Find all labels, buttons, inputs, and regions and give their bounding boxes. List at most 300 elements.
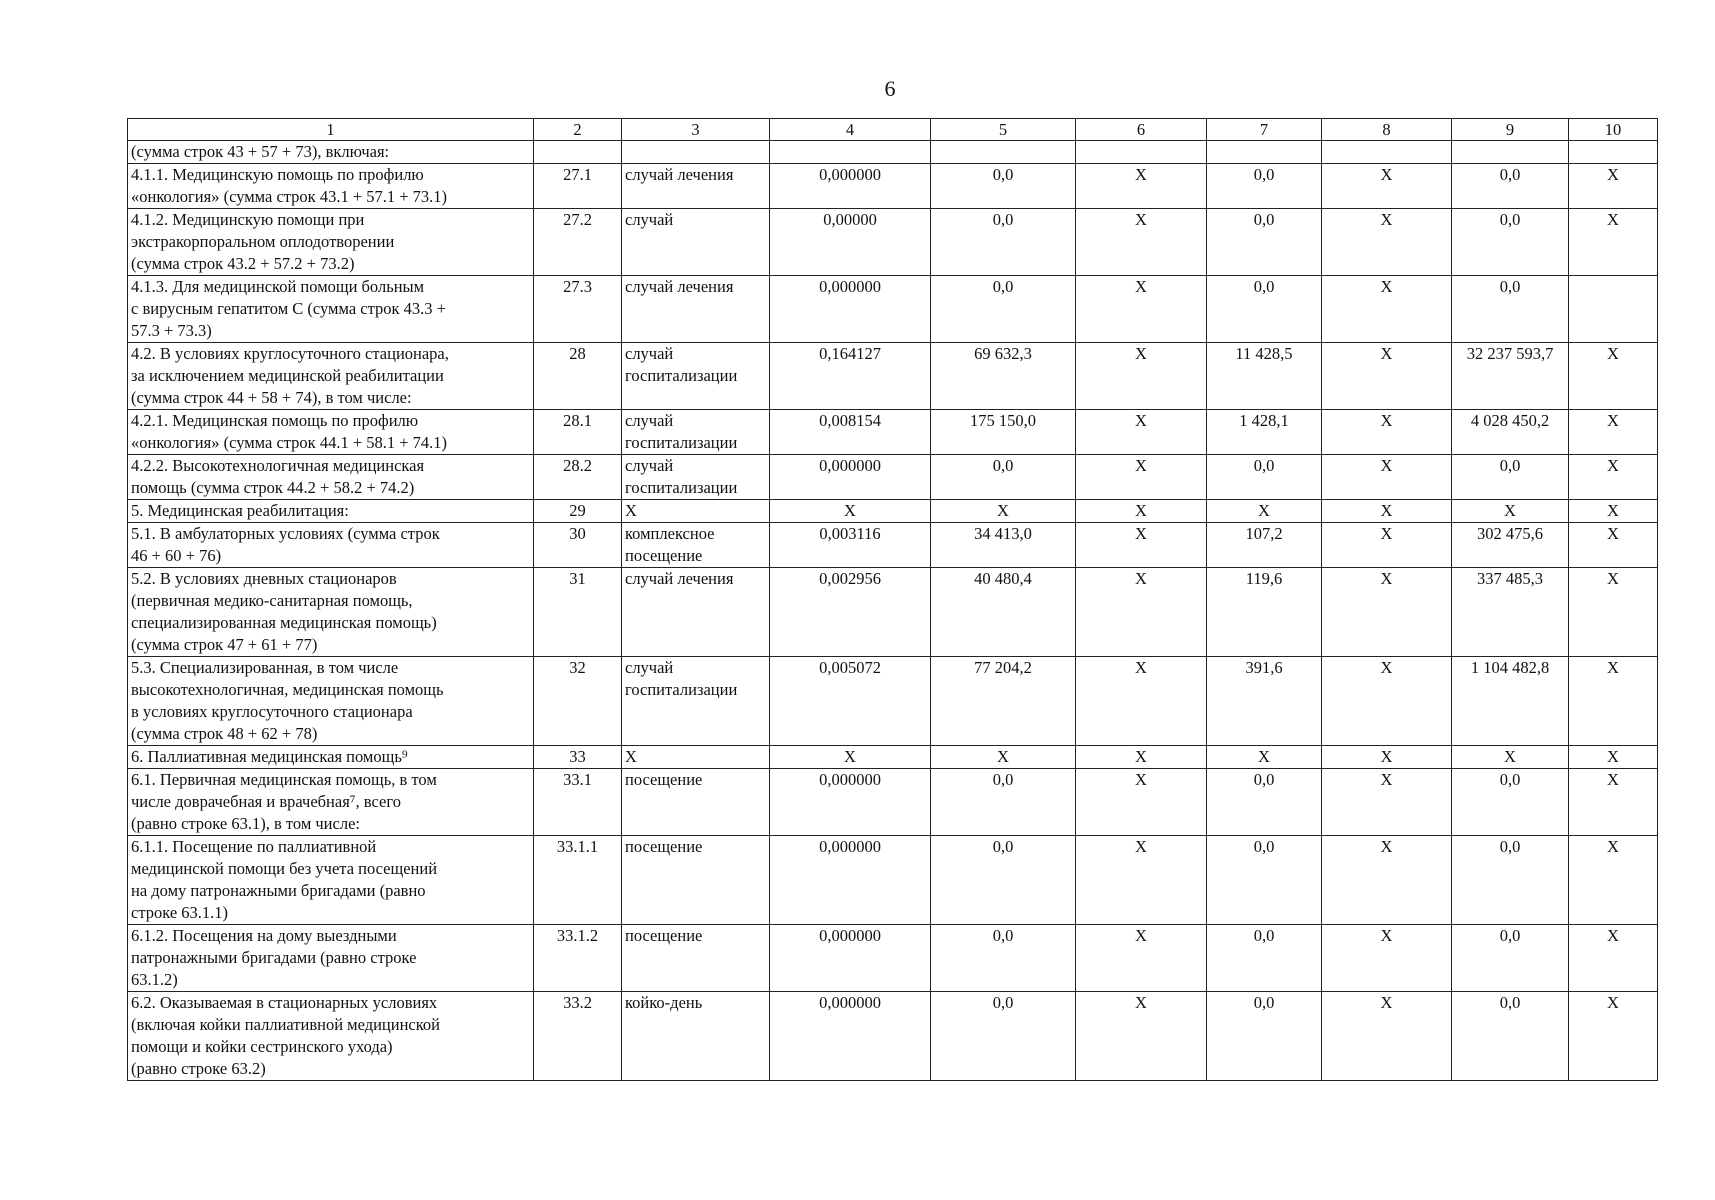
table-row (128, 746, 1658, 769)
table-cell (128, 992, 534, 1081)
table-cell (770, 410, 931, 455)
table-cell (931, 276, 1076, 343)
table-cell (770, 836, 931, 925)
cell-text: 33 (569, 747, 586, 766)
table-cell (622, 500, 770, 523)
table-cell (1207, 410, 1322, 455)
cell-text: X (1380, 501, 1393, 520)
cell-text: 0,00000 (823, 210, 877, 229)
cell-text: X (1380, 277, 1393, 296)
table-cell (534, 657, 622, 746)
table-cell (622, 276, 770, 343)
table-cell (1452, 769, 1569, 836)
table-row (128, 992, 1658, 1081)
table-body (128, 119, 1658, 1081)
cell-text: X (1607, 411, 1619, 430)
table-cell (931, 455, 1076, 500)
table-row (128, 410, 1658, 455)
table-cell (128, 500, 534, 523)
cell-text: 0,000000 (819, 277, 881, 296)
table-cell (1076, 657, 1207, 746)
table-cell (1076, 455, 1207, 500)
table-cell (1322, 209, 1452, 276)
table-cell (770, 523, 931, 568)
cell-text: 0,0 (992, 456, 1014, 475)
cell-text: 0,0 (1499, 210, 1521, 229)
cell-text: 0,000000 (819, 165, 881, 184)
cell-text: X (625, 501, 637, 520)
table-cell (770, 455, 931, 500)
cell-text: X (1607, 165, 1619, 184)
cell-text: койко-день (625, 993, 703, 1012)
cell-text: 27.1 (563, 165, 592, 184)
table-cell (1569, 746, 1658, 769)
cell-text: X (1607, 456, 1619, 475)
table-cell (534, 769, 622, 836)
cell-text: 0,0 (1499, 770, 1521, 789)
table-cell (1207, 992, 1322, 1081)
cell-text: 0,0 (1499, 837, 1521, 856)
table-cell (534, 500, 622, 523)
cell-text: 0,003116 (819, 524, 881, 543)
table-cell (622, 836, 770, 925)
cell-text: 0,0 (1253, 993, 1275, 1012)
cell-text: 40 480,4 (974, 569, 1032, 588)
cell-text: случай лечения (625, 277, 734, 296)
table-cell (770, 209, 931, 276)
cell-text: 29 (569, 501, 586, 520)
table-cell (770, 746, 931, 769)
cell-text: 0,0 (992, 926, 1014, 945)
table-cell (1207, 746, 1322, 769)
cell-text: 0,0 (1253, 165, 1275, 184)
table-cell (534, 141, 622, 164)
cell-text: случай госпитализации (625, 658, 738, 699)
cell-text: X (1504, 747, 1516, 766)
table-row (128, 343, 1658, 410)
table-cell (1452, 568, 1569, 657)
cell-text: X (1380, 524, 1393, 543)
table-cell (1207, 523, 1322, 568)
cell-text: 6.1.1. Посещение по паллиативной медицинской помощи без учета посещений на дому патронажными бригадами (равно строке 63.1.1) (131, 837, 438, 922)
cell-text: 27.3 (563, 277, 592, 296)
cell-text: X (1380, 165, 1393, 184)
cell-text: 4.2. В условиях круглосуточного стационара, за исключением медицинской реабилитации (сумма строк 44 + 58 + 74), в том числе: (131, 344, 449, 407)
table-cell (931, 746, 1076, 769)
table-cell (770, 925, 931, 992)
cell-text: X (1607, 524, 1619, 543)
table-cell (1322, 455, 1452, 500)
cell-text: 33.1.1 (556, 837, 599, 856)
cell-text: X (1135, 501, 1147, 520)
cell-text: 28.2 (563, 456, 592, 475)
table-cell (128, 410, 534, 455)
table-cell (1322, 746, 1452, 769)
table-cell (1569, 164, 1658, 209)
cell-text: 5.2. В условиях дневных стационаров (первичная медико-санитарная помощь, специализированная медицинская помощь) (сумма строк 47 + 61 + 77) (131, 569, 437, 654)
cell-text: X (1380, 456, 1393, 475)
cell-text: 175 150,0 (970, 411, 1036, 430)
table-cell (1452, 500, 1569, 523)
cell-text: X (1135, 837, 1147, 856)
cell-text: 6.1. Первичная медицинская помощь, в том числе доврачебная и врачебная⁷, всего (равно строке 63.1), в том числе: (131, 770, 437, 833)
cell-text: 30 (569, 524, 586, 543)
cell-text: 6.2. Оказываемая в стационарных условиях (включая койки паллиативной медицинской помощи и койки сестринского ухода) (равно строке 63.2) (131, 993, 441, 1078)
table-cell (128, 925, 534, 992)
table-cell (534, 523, 622, 568)
table-row (128, 769, 1658, 836)
table-cell (1207, 657, 1322, 746)
table-cell (1452, 657, 1569, 746)
table-cell (622, 164, 770, 209)
cell-text: X (1258, 747, 1270, 766)
cell-text: X (1380, 344, 1393, 363)
cell-text: X (1135, 926, 1147, 945)
header-cell: 7 (1207, 119, 1322, 141)
cell-text: 4.2.1. Медицинская помощь по профилю «онкология» (сумма строк 44.1 + 58.1 + 74.1) (131, 411, 448, 452)
header-cell: 6 (1076, 119, 1207, 141)
table-cell (1207, 500, 1322, 523)
table-cell (1076, 141, 1207, 164)
table-cell (128, 836, 534, 925)
cell-text: 0,0 (1499, 993, 1521, 1012)
cell-text: 0,0 (992, 210, 1014, 229)
table-cell (1569, 657, 1658, 746)
cell-text: 77 204,2 (974, 658, 1032, 677)
header-cell: 9 (1452, 119, 1569, 141)
table-cell (622, 410, 770, 455)
cell-text: 4.2.2. Высокотехнологичная медицинская помощь (сумма строк 44.2 + 58.2 + 74.2) (131, 456, 425, 497)
cell-text: 0,000000 (819, 993, 881, 1012)
table-cell (1452, 164, 1569, 209)
table-cell (1207, 343, 1322, 410)
table-cell (534, 410, 622, 455)
cell-text: случай госпитализации (625, 411, 738, 452)
header-cell: 10 (1569, 119, 1658, 141)
table-cell (534, 836, 622, 925)
table-cell (931, 925, 1076, 992)
header-cell: 1 (128, 119, 534, 141)
table-cell (622, 343, 770, 410)
cell-text: 0,0 (1499, 277, 1521, 296)
cell-text: 0,000000 (819, 770, 881, 789)
table-cell (1076, 746, 1207, 769)
table-cell (1322, 992, 1452, 1081)
cell-text: X (1380, 210, 1393, 229)
table-cell (1207, 141, 1322, 164)
cell-text: X (1380, 926, 1393, 945)
table-row (128, 523, 1658, 568)
table-cell (931, 500, 1076, 523)
cell-text: X (1258, 501, 1270, 520)
cell-text: 4.1.2. Медицинскую помощи при экстракорпоральном оплодотворении (сумма строк 43.2 + 57.2 + 73.2) (131, 210, 395, 273)
page-number: 6 (884, 76, 896, 101)
cell-text: 1 104 482,8 (1470, 658, 1550, 677)
cell-text: 4.1.1. Медицинскую помощь по профилю «онкология» (сумма строк 43.1 + 57.1 + 73.1) (131, 165, 448, 206)
table-cell (931, 992, 1076, 1081)
table-cell (1076, 209, 1207, 276)
table-cell (770, 657, 931, 746)
table-cell (1569, 925, 1658, 992)
cell-text: 0,0 (992, 277, 1014, 296)
table-cell (534, 343, 622, 410)
cell-text: случай госпитализации (625, 456, 738, 497)
cell-text: X (1607, 770, 1619, 789)
table-cell (931, 769, 1076, 836)
cell-text: X (1135, 344, 1147, 363)
cell-text: 0,000000 (819, 456, 881, 475)
cell-text: 28 (569, 344, 586, 363)
cell-text: X (997, 747, 1009, 766)
cell-text: 11 428,5 (1235, 344, 1293, 363)
cell-text: X (1135, 524, 1147, 543)
table-cell (1207, 925, 1322, 992)
cell-text: случай госпитализации (625, 344, 738, 385)
table-cell (1076, 276, 1207, 343)
cell-text: 0,164127 (819, 344, 881, 363)
cell-text: X (1380, 658, 1393, 677)
table-cell (770, 164, 931, 209)
cell-text: 0,0 (1253, 926, 1275, 945)
cell-text: 0,0 (992, 770, 1014, 789)
table-cell (128, 164, 534, 209)
cell-text: 0,002956 (819, 569, 881, 588)
cell-text: X (844, 747, 856, 766)
table-cell (1452, 925, 1569, 992)
table-cell (1076, 500, 1207, 523)
table-row (128, 568, 1658, 657)
table-cell (622, 925, 770, 992)
cell-text: X (1380, 411, 1393, 430)
table-cell (622, 523, 770, 568)
table-cell (931, 141, 1076, 164)
cell-text: 34 413,0 (974, 524, 1032, 543)
table-cell (1569, 410, 1658, 455)
table-cell (534, 455, 622, 500)
cell-text: 119,6 (1245, 569, 1283, 588)
table-cell (534, 992, 622, 1081)
cell-text: случай лечения (625, 165, 734, 184)
cell-text: 0,0 (992, 165, 1014, 184)
cell-text: 27.2 (563, 210, 592, 229)
table-cell (1207, 276, 1322, 343)
cell-text: посещение (625, 926, 703, 945)
table-cell (1322, 657, 1452, 746)
table-cell (128, 568, 534, 657)
table-cell (1076, 925, 1207, 992)
cell-text: (сумма строк 43 + 57 + 73), включая: (131, 142, 390, 161)
cell-text: случай (625, 210, 674, 229)
table-cell (534, 276, 622, 343)
table-cell (622, 746, 770, 769)
table-cell (128, 209, 534, 276)
table-cell (128, 769, 534, 836)
cell-text: X (1607, 344, 1619, 363)
cell-text: X (1607, 747, 1619, 766)
table-cell (770, 141, 931, 164)
table-cell (1452, 276, 1569, 343)
header-cell: 3 (622, 119, 770, 141)
table-cell (931, 523, 1076, 568)
table-cell (1452, 992, 1569, 1081)
table-cell (1569, 568, 1658, 657)
header-row (128, 119, 1658, 141)
cell-text: комплексное посещение (625, 524, 715, 565)
table-cell (1569, 276, 1658, 343)
cell-text: 0,0 (1253, 837, 1275, 856)
table-cell (931, 410, 1076, 455)
table-cell (128, 657, 534, 746)
cell-text: X (1607, 993, 1619, 1012)
cell-text: 0,0 (1499, 165, 1521, 184)
cell-text: X (1135, 993, 1147, 1012)
cell-text: посещение (625, 770, 703, 789)
cell-text: X (625, 747, 637, 766)
table-cell (1076, 164, 1207, 209)
header-cell: 5 (931, 119, 1076, 141)
table-cell (622, 568, 770, 657)
table-cell (1569, 500, 1658, 523)
cell-text: X (1607, 658, 1619, 677)
cell-text: 0,0 (1499, 926, 1521, 945)
cell-text: 0,000000 (819, 837, 881, 856)
table-cell (1076, 343, 1207, 410)
cell-text: X (1607, 569, 1619, 588)
cell-text: X (1135, 277, 1147, 296)
cell-text: X (1380, 747, 1393, 766)
table-cell (931, 209, 1076, 276)
cell-text: 31 (569, 569, 586, 588)
table-cell (1452, 141, 1569, 164)
table-cell (1452, 455, 1569, 500)
cell-text: 33.1.2 (556, 926, 599, 945)
table-cell (1452, 209, 1569, 276)
cell-text: X (1380, 837, 1393, 856)
table-cell (128, 523, 534, 568)
cell-text: X (1135, 569, 1147, 588)
table-cell (1076, 836, 1207, 925)
table-cell (1076, 992, 1207, 1081)
table-cell (1452, 523, 1569, 568)
table-cell (1207, 455, 1322, 500)
table-cell (770, 500, 931, 523)
cell-text: 302 475,6 (1477, 524, 1543, 543)
table-cell (1569, 836, 1658, 925)
cell-text: X (1607, 837, 1619, 856)
table-cell (1452, 836, 1569, 925)
cell-text: X (1380, 770, 1393, 789)
table-cell (770, 276, 931, 343)
cell-text: X (1380, 569, 1393, 588)
table-cell (1322, 769, 1452, 836)
cell-text: X (1135, 165, 1147, 184)
table-cell (1322, 343, 1452, 410)
cell-text: 5.1. В амбулаторных условиях (сумма строк 46 + 60 + 76) (131, 524, 440, 565)
table-cell (622, 769, 770, 836)
table-cell (770, 343, 931, 410)
cell-text: 32 (569, 658, 586, 677)
cell-text: 0,005072 (819, 658, 881, 677)
table-cell (622, 141, 770, 164)
table-cell (128, 746, 534, 769)
table-cell (128, 455, 534, 500)
table-cell (1569, 141, 1658, 164)
table-cell (622, 992, 770, 1081)
cell-text: X (1607, 926, 1619, 945)
cell-text: 32 237 593,7 (1466, 344, 1554, 363)
cell-text: 337 485,3 (1477, 569, 1543, 588)
table-cell (622, 209, 770, 276)
table-row (128, 925, 1658, 992)
cell-text: X (1504, 501, 1516, 520)
table-cell (534, 209, 622, 276)
table-cell (931, 343, 1076, 410)
cell-text: 0,0 (1253, 277, 1275, 296)
table-cell (1452, 746, 1569, 769)
cell-text: 33.2 (563, 993, 592, 1012)
table-cell (622, 455, 770, 500)
table-row (128, 164, 1658, 209)
table-cell (1207, 209, 1322, 276)
table-cell (931, 657, 1076, 746)
table-row (128, 455, 1658, 500)
cell-text: 0,0 (992, 837, 1014, 856)
table-row (128, 276, 1658, 343)
table-cell (1076, 568, 1207, 657)
table-cell (1452, 343, 1569, 410)
cell-text: 0,0 (1253, 210, 1275, 229)
cell-text: X (1135, 770, 1147, 789)
cell-text: X (1607, 210, 1619, 229)
cell-text: 0,008154 (819, 411, 881, 430)
cell-text: X (1135, 210, 1147, 229)
cell-text: 5.3. Специализированная, в том числе высокотехнологичная, медицинская помощь в условиях круглосуточного стационара (сумма строк 48 + 62 + 78) (131, 658, 444, 743)
cell-text: 69 632,3 (974, 344, 1032, 363)
cell-text: X (1135, 747, 1147, 766)
table-cell (1452, 410, 1569, 455)
cell-text: посещение (625, 837, 703, 856)
table-cell (1322, 568, 1452, 657)
header-cell: 8 (1322, 119, 1452, 141)
table-cell (1076, 410, 1207, 455)
table-cell (1076, 523, 1207, 568)
data-table (127, 118, 1658, 1081)
table-row (128, 141, 1658, 164)
table-cell (534, 164, 622, 209)
table-cell (128, 343, 534, 410)
cell-text: X (1135, 456, 1147, 475)
table-cell (1569, 343, 1658, 410)
table-cell (770, 992, 931, 1081)
table-cell (1569, 992, 1658, 1081)
table-cell (1322, 500, 1452, 523)
table-cell (534, 568, 622, 657)
cell-text: X (997, 501, 1009, 520)
cell-text: 0,0 (1253, 770, 1275, 789)
table-cell (1207, 568, 1322, 657)
header-cell: 4 (770, 119, 931, 141)
table-row (128, 209, 1658, 276)
table-cell (622, 657, 770, 746)
cell-text: X (1135, 658, 1147, 677)
table-cell (770, 769, 931, 836)
cell-text: 33.1 (563, 770, 592, 789)
header-cell: 2 (534, 119, 622, 141)
cell-text: 5. Медицинская реабилитация: (131, 501, 349, 520)
table-row (128, 657, 1658, 746)
table-cell (931, 568, 1076, 657)
cell-text: 1 428,1 (1239, 411, 1289, 430)
